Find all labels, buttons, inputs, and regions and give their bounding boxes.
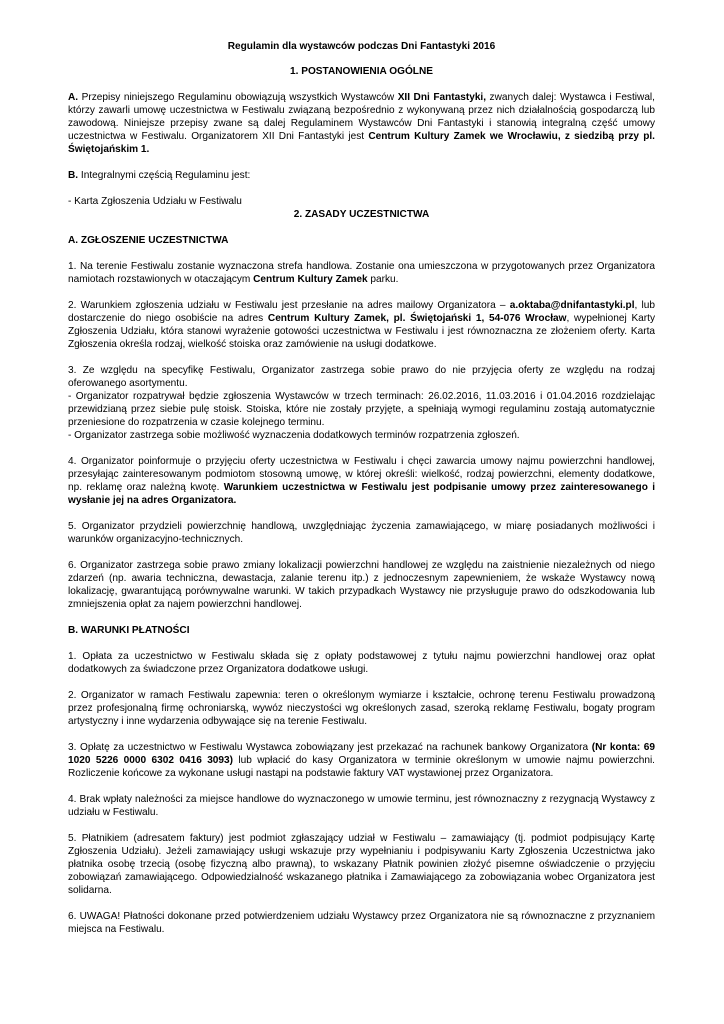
- paragraph-a2: [68, 299, 655, 351]
- account-number: (Nr konta: 69 1020 5226 0000 6302 0416 3093): [68, 742, 656, 766]
- paragraph-b1: 1. Opłata za uczestnictwo w Festiwalu składa się z opłaty podstawowej z tytułu najmu powierzchni handlowej oraz opłat dodatkowych za świadczone przez Organizatora dodatkowe usługi.: [68, 651, 655, 675]
- subsection-a-heading: A. ZGŁOSZENIE UCZESTNICTWA: [68, 235, 229, 246]
- text-run: 2. Warunkiem zgłoszenia udziału w Festiwalu jest przesłanie na adres mailowy Organizatora –: [68, 300, 510, 311]
- paragraph-b5: 5. Płatnikiem (adresatem faktury) jest podmiot zgłaszający udział w Festiwalu – zamawiający (tj. podmiot podpisujący Kartę Zgłoszenia Udziału). Jeżeli zamawiający usługi wskazuje przy wypełnianiu i podpisywaniu Karty Zgłoszenia Uczestnictwa jako płatnika osobę trzecią (osobę fizyczną albo prawną), to wskazany Płatnik powinien złożyć pisemne oświadczenie o przyjęciu zobowiązań zamawiającego. Odpowiedzialność wskazanego płatnika i Zamawiającego za zobowiązania wobec Organizatora jest solidarna.: [68, 833, 655, 896]
- text-run: 4. Organizator poinformuje o przyjęciu oferty uczestnictwa w Festiwalu i chęci zawarcia umowy najmu powierzchni handlowej, przesyłając zainteresowanym podmiotom stosowną umowę, w której określi: wielkość, rodzaj powierzchni, elementy dodatkowe, np. reklamę oraz należną kwotę.: [68, 456, 655, 493]
- paragraph-b2: 2. Organizator w ramach Festiwalu zapewnia: teren o określonym wymiarze i kształcie, ochronę terenu Festiwalu prowadzoną przez profesjonalną firmę ochroniarską, wywóz nieczystości wg określonych zasad, szeroką reklamę Festiwalu, bogaty program artystyczny i inne wydarzenia odbywające się na terenie Festiwalu.: [68, 690, 655, 727]
- email-text: a.oktaba@dnifantastyki.pl: [509, 300, 635, 311]
- text-bold: XII Dni Fantastyki,: [397, 92, 487, 103]
- para-label: A.: [68, 92, 79, 103]
- paragraph-a3-item: - Organizator rozpatrywał będzie zgłoszenia Wystawców w trzech terminach: 26.02.2016, 11.03.2016 i 01.04.2016 rozdzielając przewidzianą przez siebie pulę stoisk. Stoiska, które nie zostały przyjęte, a spełniają wymogi regulaminu zostają automatycznie przeniesione do rozpatrzenia w czasie kolejnego terminu.: [68, 391, 655, 428]
- paragraph-a4: [68, 455, 655, 507]
- text-bold: Centrum Kultury Zamek we Wrocławiu, z siedzibą przy pl. Świętojańskim 1.: [68, 131, 655, 155]
- text-run: , lub dostarczenie do niego osobiście na adres: [68, 300, 655, 324]
- section-1-paragraph-a: [68, 91, 655, 156]
- text-run: 1. Na terenie Festiwalu zostanie wyznaczona strefa handlowa. Zostanie ona umieszczona w przygotowanych przez Organizatora namiotach rozstawionych w otaczającym: [68, 261, 655, 285]
- text-run: , wypełnionej Karty Zgłoszenia Udziału, która stanowi wyrażenie gotowości uczestnictwa w Festiwalu i jest równoznaczna ze złożeniem oferty. Karta Zgłoszenia określa rodzaj, wielkość stoiska oraz zamówienie na usługi dodatkowe.: [68, 313, 656, 350]
- text-bold: Centrum Kultury Zamek: [253, 274, 368, 285]
- document-title: Regulamin dla wystawców podczas Dni Fantastyki 2016: [227, 41, 496, 52]
- section-1-paragraph-b: [68, 169, 655, 182]
- subsection-b-heading: B. WARUNKI PŁATNOŚCI: [68, 625, 190, 636]
- paragraph-b6: 6. UWAGA! Płatności dokonane przed potwierdzeniem udziału Wystawcy przez Organizatora nie są równoznaczne z przyznaniem miejsca na Festiwalu.: [68, 911, 655, 935]
- text-run: zwanych dalej: Wystawca i Festiwal, którzy zawarli umowę uczestnictwa w Festiwalu związaną bezpośrednio z wykonywaną przez nich działalnością gospodarczą lub zawodową. Niniejsze przepisy zwane są dalej Regulaminem Wystawców Dni Fantastyki i stanowią integralną część umowy uczestnictwa w Festiwalu. Organizatorem XII Dni Fantastyki jest: [68, 92, 655, 142]
- paragraph-b3: [68, 741, 655, 780]
- text-run: Integralnymi częścią Regulaminu jest:: [78, 170, 251, 181]
- paragraph-a3: 3. Ze względu na specyfikę Festiwalu, Organizator zastrzega sobie prawo do nie przyjęcia oferty ze względu na rodzaj oferowanego asortymentu.: [68, 365, 655, 389]
- paragraph-a1: [68, 260, 655, 286]
- para-label: B.: [68, 170, 79, 181]
- text-run: lub wpłacić do kasy Organizatora w terminie określonym w umowie najmu powierzchni. Rozliczenie końcowe za wykonane usługi nastąpi na podstawie faktury VAT wystawionej przez Organizatora.: [68, 755, 655, 779]
- paragraph-a6: 6. Organizator zastrzega sobie prawo zmiany lokalizacji powierzchni handlowej ze względu na zaistnienie niezależnych od niego zdarzeń (np. awaria techniczna, dewastacja, zalanie terenu itp.) z jednoczesnym zapewnieniem, że wskaże Wystawcy nową lokalizację, gwarantującą porównywalne warunki. W takich przypadkach Wystawcy nie przysługuje prawo do odszkodowania lub zmniejszenia opłat za najem powierzchni handlowej.: [68, 560, 655, 610]
- text-run: Przepisy niniejszego Regulaminu obowiązują wszystkich Wystawców: [78, 92, 398, 103]
- text-run: 3. Opłatę za uczestnictwo w Festiwalu Wystawca zobowiązany jest przekazać na rachunek bankowy Organizatora: [68, 742, 592, 753]
- list-item: - Karta Zgłoszenia Udziału w Festiwalu: [68, 196, 242, 207]
- text-run: parku.: [367, 274, 399, 285]
- text-bold: Warunkiem uczestnictwa w Festiwalu jest podpisanie umowy przez zainteresowanego i wysłanie jej na adres Organizatora.: [68, 482, 655, 506]
- paragraph-a5: 5. Organizator przydzieli powierzchnię handlową, uwzględniając życzenia zamawiającego, w miarę posiadanych możliwości i warunków organizacyjno-technicznych.: [68, 521, 655, 545]
- paragraph-a3-item: - Organizator zastrzega sobie możliwość wyznaczenia dodatkowych terminów rozpatrzenia zgłoszeń.: [68, 430, 520, 441]
- paragraph-b4: 4. Brak wpłaty należności za miejsce handlowe do wyznaczonego w umowie terminu, jest równoznaczny z rezygnacją Wystawcy z udziału w Festiwalu.: [68, 794, 655, 818]
- address-text: Centrum Kultury Zamek, pl. Świętojański 1, 54-076 Wrocław: [267, 313, 567, 324]
- section-1-heading: 1. POSTANOWIENIA OGÓLNE: [289, 66, 433, 77]
- section-2-heading: 2. ZASADY UCZESTNICTWA: [293, 209, 430, 220]
